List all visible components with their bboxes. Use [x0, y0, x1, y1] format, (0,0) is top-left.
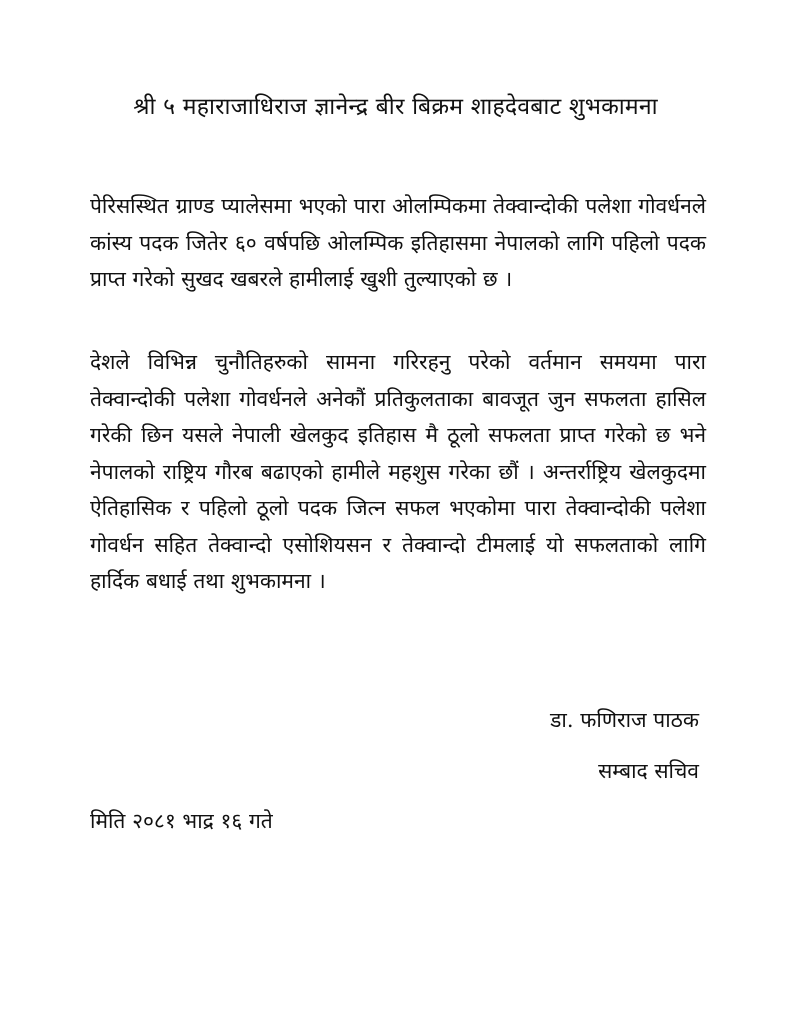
signatory-title: सम्बाद सचिव — [598, 759, 699, 783]
signatory-name: डा. फणिराज पाठक — [550, 708, 699, 732]
paragraph-2: देशले विभिन्न चुनौतिहरुको सामना गरिरहनु परेको वर्तमान समयमा पारा तेक्वान्दोकी पलेशा गोवर्धनले अनेकौं प्रतिकुलताका बावजूत जुन सफलता हासिल गरेकी छिन यसले नेपाली खेलकुद इतिहास मै ठूलो सफलता प्राप्त गरेको छ भने नेपालको राष्ट्रिय गौरब बढाएको हामीले महशुस गरेका छौं । अन्तर्राष्ट्रिय खेलकुदमा ऐतिहासिक र पहिलो ठूलो पदक जित्न सफल भएकोमा पारा तेक्वान्दोकी पलेशा गोवर्धन सहित तेक्वान्दो एसोशियसन र तेक्वान्दो टीमलाई यो सफलताको लागि हार्दिक बधाई तथा शुभकामना । — [90, 350, 706, 593]
paragraph-1: पेरिसस्थित ग्राण्ड प्यालेसमा भएको पारा ओलम्पिकमा तेक्वान्दोकी पलेशा गोवर्धनले कांस्य पदक जितेर ६० वर्षपछि ओलम्पिक इतिहासमा नेपालको लागि पहिलो पदक प्राप्त गरेको सुखद खबरले हामीलाई खुशी तुल्याएको छ । — [90, 194, 706, 291]
document-title: श्री ५ महाराजाधिराज ज्ञानेन्द्र बीर बिक्रम शाहदेवबाट शुभकामना — [133, 94, 658, 120]
document-date: मिति २०८१ भाद्र १६ गते — [90, 809, 273, 833]
